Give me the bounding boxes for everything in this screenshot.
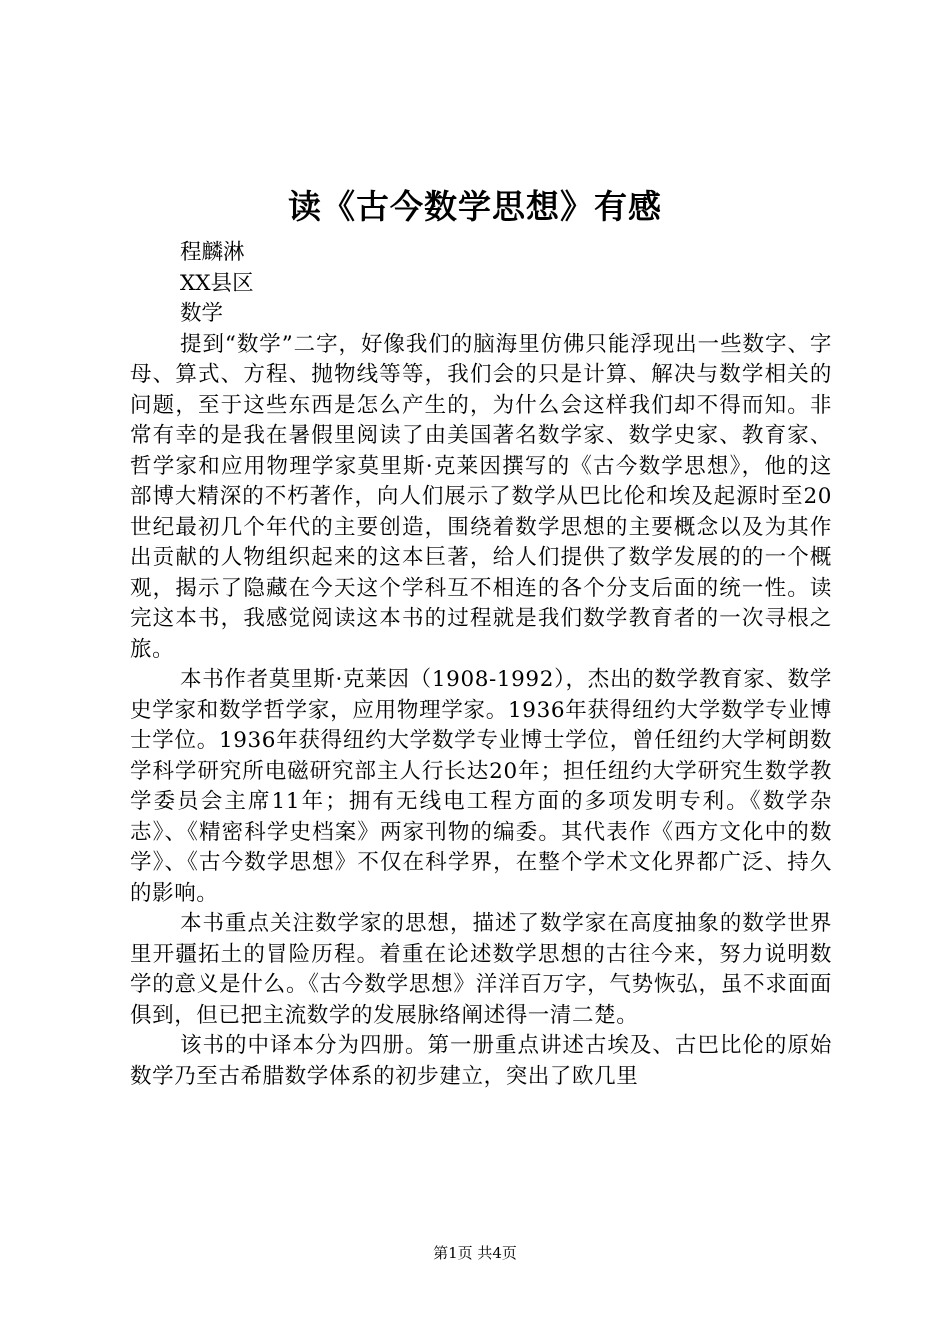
author-name: 程麟淋 <box>180 240 245 265</box>
author-location: XX县区 <box>180 270 254 296</box>
document-title: 读《古今数学思想》有感 <box>288 187 662 226</box>
paragraph-2: 本书作者莫里斯·克莱因（1908-1992），杰出的数学教育家、数学史学家和数学哲学家，应用物理学家。1936年获得纽约大学数学专业博士学位。1936年获得纽约大学数学专业博士学位，曾任纽约大学柯朗数学科学研究所电磁研究部主人行长达20年；担任纽约大学研究生数学教学委员会主席11年；拥有无线电工程方面的多项发明专利。《数学杂志》、《精密科学史档案》两家刊物的编委。其代表作《西方文化中的数学》、《古今数学思想》不仅在科学界，在整个学术文化界都广泛、持久的影响。 <box>130 667 832 906</box>
page-footer: 第1页 共4页 <box>433 1244 517 1262</box>
paragraph-3: 本书重点关注数学家的思想，描述了数学家在高度抽象的数学世界里开疆拓土的冒险历程。着重在论述数学思想的古往今来，努力说明数学的意义是什么。《古今数学思想》洋洋百万字，气势恢弘，虽不求面面俱到，但已把主流数学的发展脉络阐述得一清二楚。 <box>130 911 832 1028</box>
document-body <box>130 238 832 1092</box>
paragraph-4: 该书的中译本分为四册。第一册重点讲述古埃及、古巴比伦的原始数学乃至古希腊数学体系的初步建立，突出了欧几里 <box>130 1033 832 1089</box>
author-subject: 数学 <box>180 301 224 326</box>
paragraph-1: 提到“数学”二字，好像我们的脑海里仿佛只能浮现出一些数字、字母、算式、方程、抛物线等等，我们会的只是计算、解决与数学相关的问题，至于这些东西是怎么产生的，为什么会这样我们却不得而知。非常有幸的是我在暑假里阅读了由美国著名数学家、数学史家、教育家、哲学家和应用物理学家莫里斯·克莱因撰写的《古今数学思想》，他的这部博大精深的不朽著作，向人们展示了数学从巴比伦和埃及起源时至20世纪最初几个年代的主要创造，围绕着数学思想的主要概念以及为其作出贡献的人物组织起来的这本巨著，给人们提供了数学发展的的一个概观，揭示了隐藏在今天这个学科互不相连的各个分支后面的统一性。读完这本书，我感觉阅读这本书的过程就是我们数学教育者的一次寻根之旅。 <box>130 331 832 662</box>
